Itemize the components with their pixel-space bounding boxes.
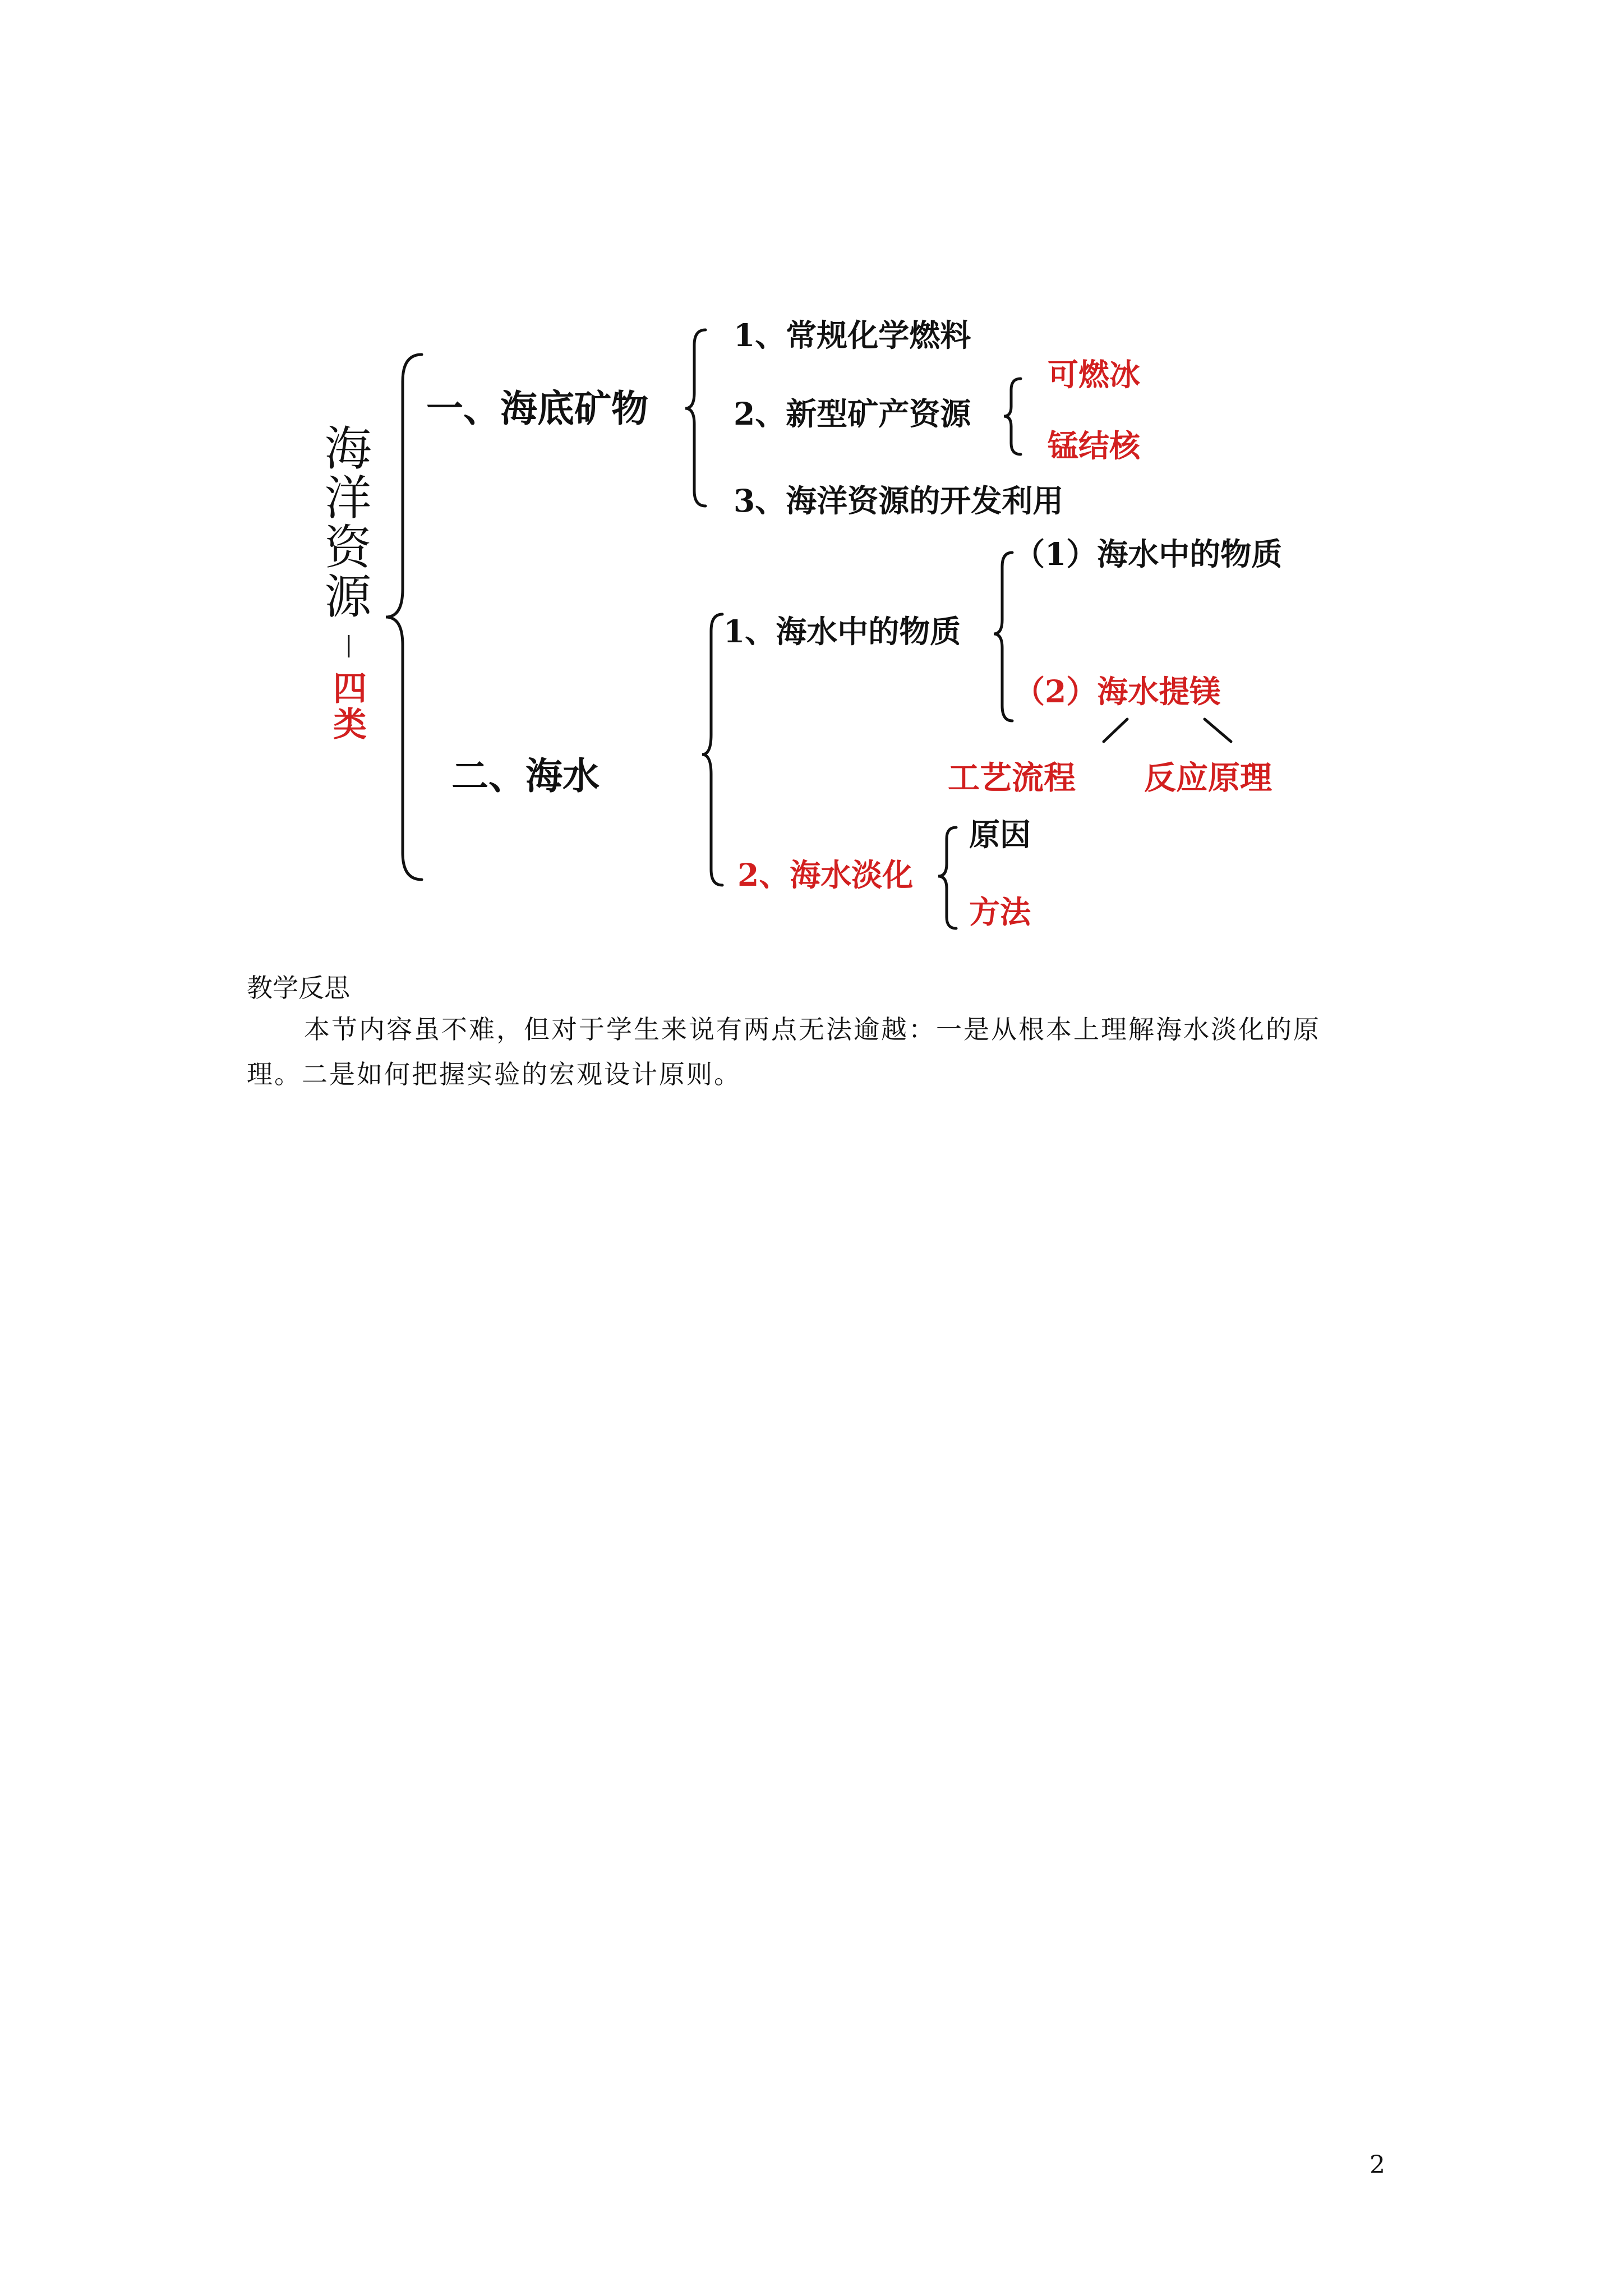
branch1-item-3: 3、海洋资源的开发利用	[734, 482, 1064, 519]
item1-brace	[994, 553, 1012, 721]
connector-left	[1104, 719, 1127, 742]
process-flow: 工艺流程	[948, 759, 1076, 797]
i2-brace	[1004, 379, 1021, 454]
root-title: 海洋资源	[317, 424, 372, 621]
connector-right	[1205, 719, 1231, 742]
reaction-principle: 反应原理	[1144, 759, 1272, 797]
branch1-item-2: 2、新型矿产资源	[734, 395, 971, 432]
resource-combustible-ice: 可燃冰	[1048, 356, 1141, 393]
seawater-substances: （1）海水中的物质	[1014, 536, 1283, 572]
branch2-label: 二、海水	[451, 754, 600, 798]
branch1-brace	[685, 330, 706, 506]
reflection-heading: 教学反思	[247, 973, 350, 1003]
resource-manganese-nodule: 锰结核	[1048, 427, 1141, 464]
branch2-brace	[702, 614, 722, 885]
root-subtitle: 四类	[328, 670, 367, 742]
reflection-line-2: 理。二是如何把握实验的宏观设计原则。	[247, 1059, 741, 1089]
branch1-label: 一、海底矿物	[426, 386, 648, 430]
branch2-item-2: 2、海水淡化	[737, 857, 914, 893]
branch2-item-1: 1、海水中的物质	[723, 613, 961, 650]
desalination-method: 方法	[969, 894, 1031, 930]
branch1-item-1: 1、常规化学燃料	[734, 317, 971, 353]
root-brace	[386, 355, 422, 880]
page-number: 2	[1370, 2151, 1385, 2179]
item2-brace	[938, 827, 956, 928]
root-dash: —	[336, 634, 365, 659]
reflection-line-1: 本节内容虽不难，但对于学生来说有两点无法逾越：一是从根本上理解海水淡化的原	[304, 1014, 1321, 1045]
seawater-magnesium: （2）海水提镁	[1014, 673, 1221, 710]
desalination-reason: 原因	[969, 816, 1031, 853]
